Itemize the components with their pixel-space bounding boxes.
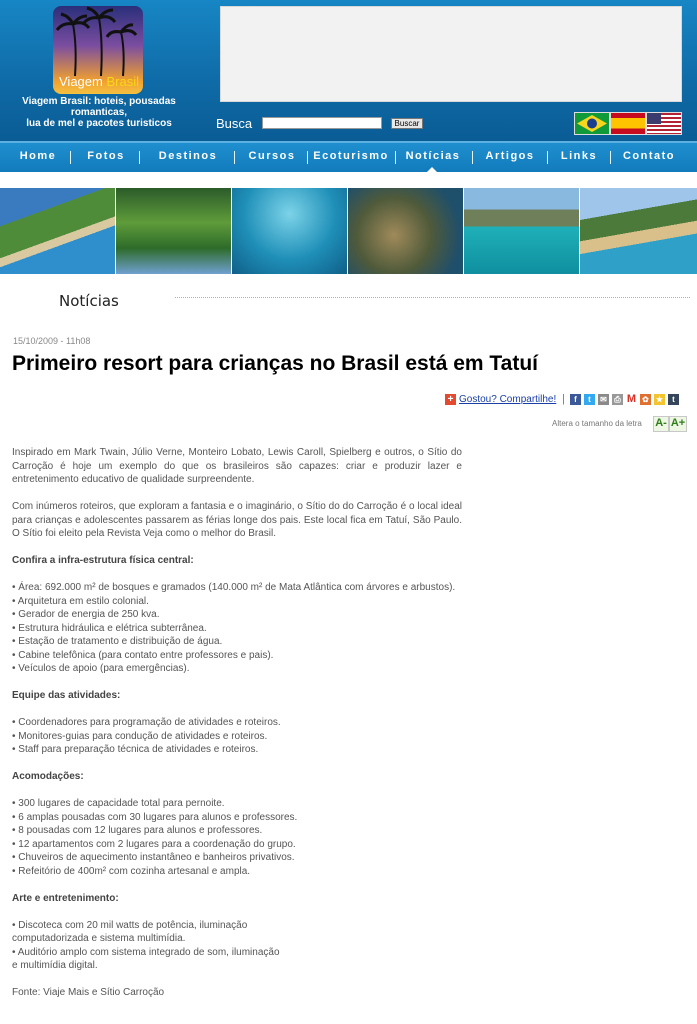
- search-button[interactable]: Buscar: [391, 118, 423, 129]
- rocky-bay-photo: [464, 188, 579, 274]
- list-item: • 8 pousadas com 12 lugares para alunos e professores.: [12, 825, 263, 836]
- font-size-label: Altera o tamanho da letra: [552, 419, 642, 428]
- font-increase-button[interactable]: A+: [669, 416, 687, 432]
- article-subheading: Arte e entretenimento:: [12, 892, 119, 904]
- list-item: • Discoteca com 20 mil watts de potência, iluminação: [12, 919, 248, 931]
- article-subheading: Acomodações:: [12, 771, 84, 782]
- nav-divider: [70, 151, 71, 164]
- nav-divider: [610, 151, 611, 164]
- nav-item-destinos[interactable]: Destinos: [158, 150, 218, 162]
- list-item: • Estação de tratamento e distribuição de água.: [12, 636, 223, 647]
- list-item: • Staff para preparação técnica de atividades e roteiros.: [12, 744, 259, 755]
- usa-flag-icon[interactable]: [646, 112, 682, 135]
- nav-item-cursos[interactable]: Cursos: [248, 150, 296, 162]
- gmail-icon[interactable]: M: [626, 393, 637, 405]
- list-item: computadorizada e sistema multimídia.: [12, 933, 186, 944]
- nav-item-fotos[interactable]: Fotos: [87, 150, 125, 162]
- article-date: 15/10/2009 - 11h08: [13, 336, 91, 346]
- article-paragraph: Com inúmeros roteiros, que exploram a fantasia e o imaginário, o Sítio do do Carroção é o local ideal para crianças e adolescentes passarem as férias longe dos pais. Este local fica em Tatuí, São Paulo. O Sítio foi eleito pela Revista Veja como o melhor do Brasil.: [12, 501, 462, 539]
- email-icon[interactable]: ✉: [598, 394, 609, 405]
- active-nav-pointer-icon: [426, 167, 438, 173]
- list-item: e multimídia digital.: [12, 960, 98, 971]
- search-label: Busca: [216, 116, 253, 131]
- list-item: • Cabine telefônica (para contato entre professores e pais).: [12, 649, 274, 661]
- list-item: • Estrutura hidráulica e elétrica subterrânea.: [12, 622, 207, 634]
- list-item: • Veículos de apoio (para emergências).: [12, 663, 190, 674]
- nav-divider: [547, 151, 548, 164]
- article-paragraph: Inspirado em Mark Twain, Júlio Verne, Monteiro Lobato, Lewis Caroll, Spielberg e outros, o Sítio do Carroção é hoje um exemplo do que os brasileiros são capazes: criar e produzir lazer e entretenimento educativo de qualidade surpreendente.: [12, 447, 462, 485]
- forest-waterfall-photo: [116, 188, 231, 274]
- sea-turtle-photo: [348, 188, 463, 274]
- twitter-icon[interactable]: t: [584, 394, 595, 405]
- list-item: • 6 amplas pousadas com 30 lugares para alunos e professores.: [12, 811, 298, 823]
- site-tagline: [0, 96, 198, 129]
- site-header: [0, 0, 697, 141]
- print-icon[interactable]: ⎙: [612, 394, 623, 405]
- article-source: Fonte: Viaje Mais e Sítio Carroção: [12, 987, 165, 998]
- list-item: • Refeitório de 400m² com cozinha artesanal e ampla.: [12, 865, 251, 877]
- article-subheading: Equipe das atividades:: [12, 690, 121, 701]
- tagline-line: lua de mel e pacotes turisticos: [26, 118, 172, 129]
- search-input[interactable]: [262, 117, 382, 129]
- nav-item-links[interactable]: Links: [560, 150, 598, 162]
- article-title: Primeiro resort para crianças no Brasil está em Tatuí: [12, 352, 538, 375]
- river-coast-photo: [0, 188, 115, 274]
- facebook-icon[interactable]: f: [570, 394, 581, 405]
- brazil-flag-icon[interactable]: [574, 112, 610, 135]
- nav-divider: [395, 151, 396, 164]
- nav-item-home[interactable]: Home: [19, 150, 57, 162]
- list-item: • Chuveiros de aquecimento instantâneo e banheiros privativos.: [12, 852, 295, 863]
- main-nav: [0, 141, 697, 172]
- list-item: • 12 apartamentos com 2 lugares para a coordenação do grupo.: [12, 838, 296, 850]
- tagline-line: Viagem Brasil: hoteis, pousadas romanticas,: [22, 96, 176, 118]
- nav-divider: [472, 151, 473, 164]
- beach-cliff-photo: [580, 188, 697, 274]
- logo-text: Viagem Brasil: [59, 74, 139, 89]
- list-item: • Monitores-guias para condução de atividades e roteiros.: [12, 730, 268, 742]
- list-item: • Coordenadores para programação de atividades e roteiros.: [12, 717, 281, 728]
- banner-ad-area: [220, 6, 682, 102]
- section-divider: [175, 297, 690, 298]
- nav-item-ecoturismo[interactable]: Ecoturismo: [313, 150, 389, 162]
- article-body: [12, 446, 462, 1000]
- nav-item-artigos[interactable]: Artigos: [485, 150, 535, 162]
- photo-strip: [0, 188, 697, 274]
- section-title: Notícias: [59, 292, 119, 310]
- nav-divider: [234, 151, 235, 164]
- favorite-icon[interactable]: ★: [655, 395, 664, 404]
- site-logo[interactable]: [53, 6, 143, 94]
- nav-divider: [307, 151, 308, 164]
- share-divider: |: [562, 393, 565, 405]
- nav-divider: [139, 151, 140, 164]
- tumblr-icon[interactable]: t: [668, 394, 679, 405]
- nav-item-noticias[interactable]: Notícias: [405, 150, 461, 162]
- nav-item-contato[interactable]: Contato: [622, 150, 676, 162]
- list-item: • 300 lugares de capacidade total para pernoite.: [12, 798, 225, 809]
- list-item: • Gerador de energia de 250 kva.: [12, 609, 160, 620]
- divers-photo: [232, 188, 347, 274]
- share-plus-icon[interactable]: +: [445, 394, 456, 405]
- delicious-icon[interactable]: ✿: [640, 394, 651, 405]
- list-item: • Arquitetura em estilo colonial.: [12, 595, 149, 607]
- list-item: • Área: 692.000 m² de bosques e gramados (140.000 m² de Mata Atlântica com árvores e arbustos).: [12, 582, 456, 593]
- share-link[interactable]: Gostou? Compartilhe!: [459, 394, 557, 405]
- article-subheading: Confira a infra-estrutura física central:: [12, 555, 194, 566]
- font-decrease-button[interactable]: A-: [653, 416, 669, 432]
- list-item: • Auditório amplo com sistema integrado de som, iluminação: [12, 946, 280, 958]
- spain-flag-icon[interactable]: [610, 112, 646, 135]
